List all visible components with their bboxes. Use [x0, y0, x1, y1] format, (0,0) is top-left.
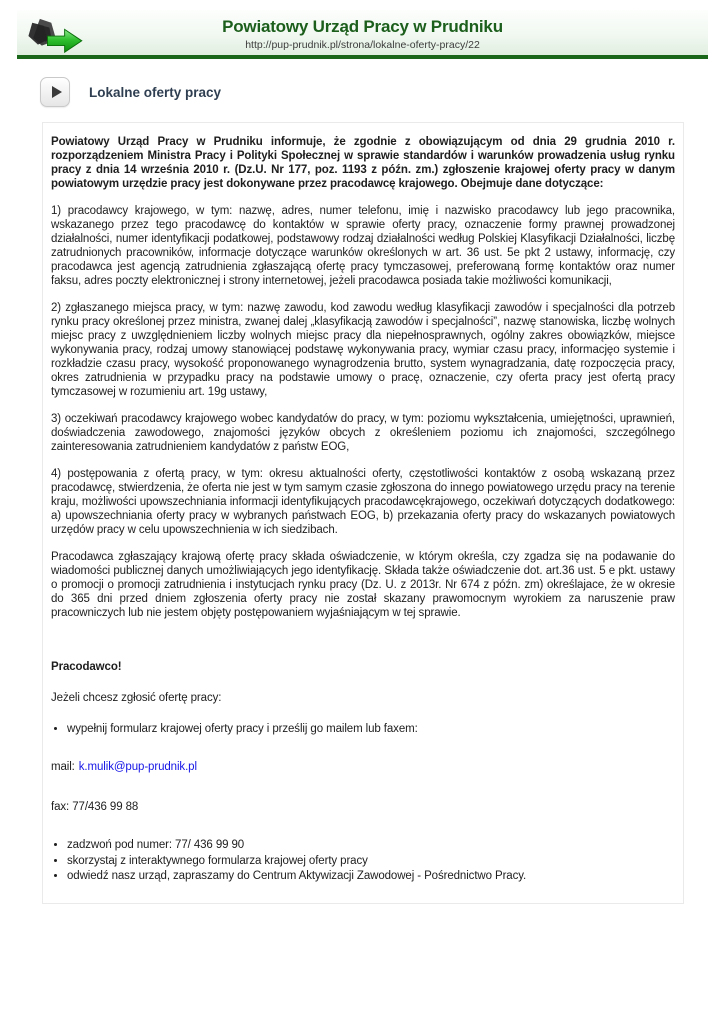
paragraph-point-2: 2) zgłaszanego miejsca pracy, w tym: nazwę zawodu, kod zawodu według klasyfikacji zawodów i specjalności dla potrzeb rynku pracy określonej przez ministra, zwanej dalej „klasyfikacją zawodów i specjalności”, nazwę stanowiska, liczbę wolnych miejsc pracy z uwzględnieniem liczby wolnych miejsc pracy dla niepełnosprawnych, ogólny zakres obowiązków, miejsce wykonywania pracy, rodzaj umowy stanowiącej podstawę wykonywania pracy, wymiar czasu pracy, informacjęo systemie i rozkładzie czasu pracy, wysokość proponowanego wynagrodzenia brutto, system wynagradzania, datę rozpoczęcia pracy, okres zatrudnienia w przypadku pracy na podstawie umowy o pracę, oznaczenie, czy oferta pracy jest ofertą pracy tymczasowej w rozumieniu art. 19g ustawy,	[51, 302, 675, 398]
list-item: • skorzystaj z interaktywnego formularza krajowej oferty pracy	[67, 854, 675, 870]
mail-label: mail:	[51, 761, 75, 773]
list-item: • wypełnij formularz krajowej oferty pracy i prześlij go mailem lub faxem:	[67, 722, 675, 736]
mail-line	[51, 760, 675, 774]
paragraph-point-3: 3) oczekiwań pracodawcy krajowego wobec kandydatów do pracy, w tym: poziomu wykształcenia, umiejętności, uprawnień, doświadczenia zawodowego, znajomości języków obcych z określeniem poziomu ich znajomości, szczególnego zainteresowania zatrudnieniem kandydatów z państw EOG,	[51, 413, 675, 453]
paragraph-point-4: 4) postępowania z ofertą pracy, w tym: okresu aktualności oferty, częstotliwości kontaktów z osobą wskazaną przez pracodawcę, stwierdzenia, że oferta nie jest w tym samym czasie zgłoszona do innego powiatowego urzędu pracy na terenie kraju, możliwości upowszechniania informacji identyfikujących pracodawcękrajowego, oczekiwań dotyczących dodatkowego: a) upowszechniania oferty pracy w wybranych państwach EOG, b) przekazania oferty pracy do wskazanych powiatowych urzędów pracy w celu upowszechnienia w ich siedzibach.	[51, 468, 675, 536]
paragraph-statement: Pracodawca zgłaszający krajową ofertę pracy składa oświadczenie, w którym określa, czy zgadza się na podawanie do wiadomości publicznej danych umożliwiających jego identyfikację. Składa także oświadczenie dot. art.36 ust. 5 e pkt. ustawy o promocji o promocji zatrudnienia i instytucjach rynku pracy (Dz. U. z 2013r. Nr 674 z późn. zm) określajace, że w okresie do 365 dni przed dniem zgłoszenia oferty pracy nie został skazany prawomocnym wyrokiem za naruszenie praw pracowniczych lub nie jestem objęty postępowaniem wyjaśniającym w tej sprawie.	[51, 551, 675, 619]
article-box	[42, 122, 684, 904]
offer-lead-text: Jeżeli chcesz zgłosić ofertę pracy:	[51, 692, 222, 704]
site-header	[17, 10, 708, 59]
section-title: Lokalne oferty pracy	[89, 84, 222, 100]
pup-logo-icon	[26, 17, 88, 57]
triangle-glyph	[52, 86, 62, 98]
section-heading	[40, 77, 725, 107]
paragraph-point-1: 1) pracodawcy krajowego, w tym: nazwę, adres, numer telefonu, imię i nazwisko pracodawcy lub jego pracownika, wskazanego przez tego pracodawcę do kontaktów w sprawie oferty pracy, oznaczenie formy prawnej prowadzonej działalności, numer identyfikacji podatkowej, podstawowy rodzaj działalności według Polskiej Klasyfikacji Działalności, liczbę zatrudnionych pracowników, informacje dotyczące warunków określonych w art. 36 ust. 5e pkt 2 ustawy, informację, czy pracodawca jest agencją zatrudnienia zgłaszającą ofertę pracy tymczasowej, preferowaną formę kontaktów oraz numer faksu, adres poczty elektronicznej i strony internetowej, jeżeli pracodawca posiada takie możliwości komunikacji,	[51, 205, 675, 287]
form-bullet-list	[67, 722, 675, 736]
employer-heading: Pracodawco!	[51, 661, 122, 673]
play-icon[interactable]	[40, 77, 70, 107]
intro-paragraph: Powiatowy Urząd Pracy w Prudniku informuje, że zgodnie z obowiązującym od dnia 29 grudnia 2010 r. rozporządzeniem Ministra Pracy i Polityki Społecznej w sprawie standardów i warunków prowadzenia usług rynku pracy z dnia 14 września 2010 r. (Dz.U. Nr 177, poz. 1193 z późn. zm.) zgłoszenie krajowej oferty pracy w danym powiatowym urzędzie pracy jest dokonywane przez pracodawcę krajowego. Obejmuje dane dotyczące:	[51, 136, 675, 190]
contact-bullet-list	[67, 838, 675, 885]
list-item: • odwiedź nasz urząd, zapraszamy do Centrum Aktywizacji Zawodowej - Pośrednictwo Pracy.	[67, 869, 675, 885]
mail-link[interactable]: k.mulik@pup-prudnik.pl	[78, 761, 197, 773]
site-title: Powiatowy Urząd Pracy w Prudniku	[222, 17, 503, 36]
fax-line: fax: 77/436 99 88	[51, 801, 139, 813]
list-item: • zadzwoń pod numer: 77/ 436 99 90	[67, 838, 675, 854]
site-url: http://pup-prudnik.pl/strona/lokalne-oferty-pracy/22	[245, 39, 480, 51]
